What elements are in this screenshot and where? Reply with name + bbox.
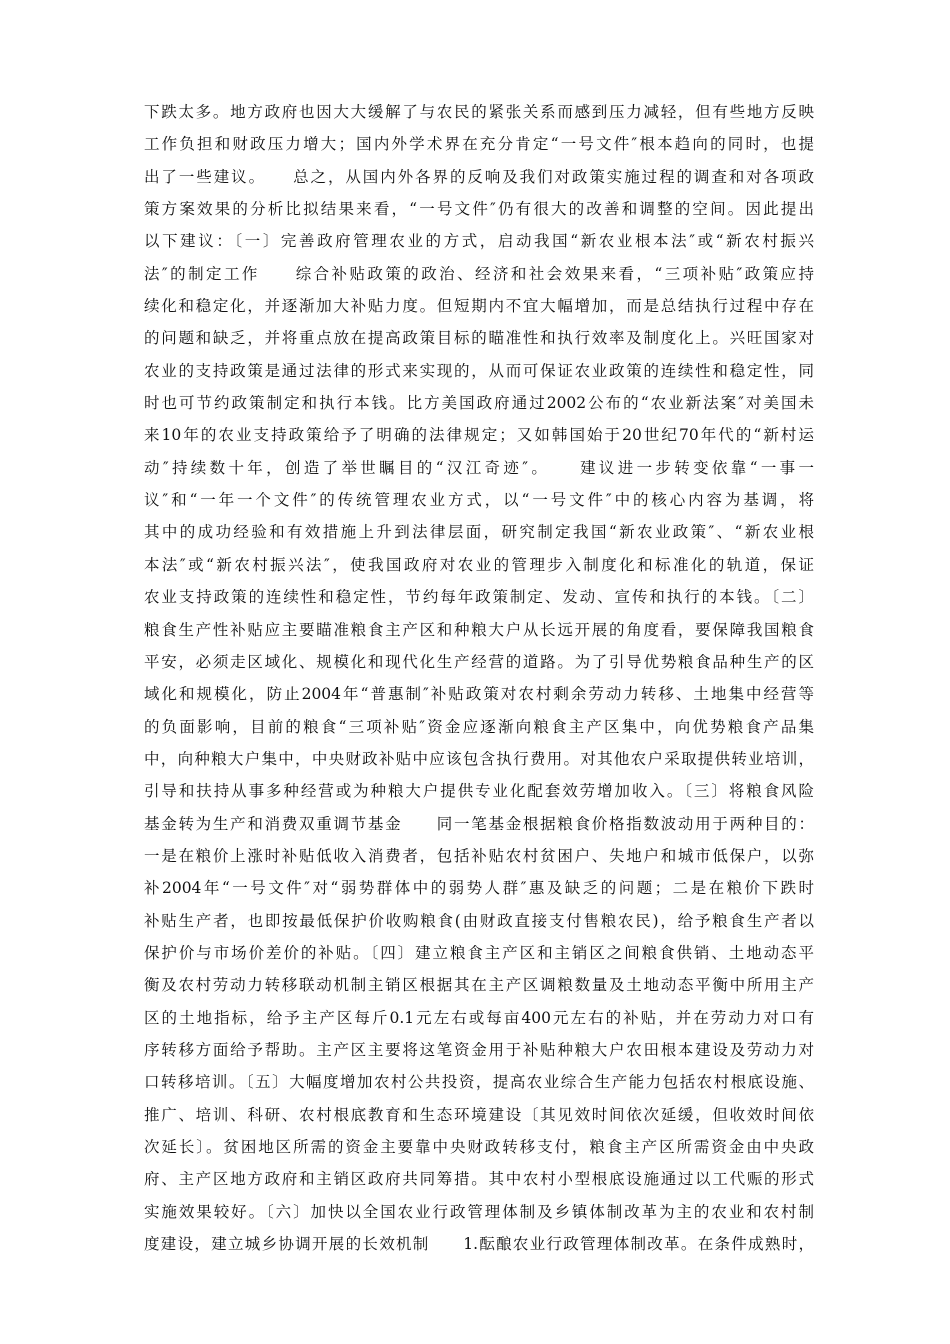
text-line: 法″的制定工作 综合补贴政策的政治、经济和社会效果来看，“三项补贴″政策应持: [144, 264, 814, 283]
text-line: 出了一些建议。 总之，从国内外各界的反响及我们对政策实施过程的调查和对各项政: [144, 167, 814, 186]
text-line: 次延长〕。贫困地区所需的资金主要靠中央财政转移支付，粮食主产区所需资金由中央政: [144, 1138, 814, 1156]
text-line: 补2004年“一号文件″对“弱势群体中的弱势人群″惠及缺乏的问题；二是在粮价下跌时: [144, 879, 814, 898]
text-line: 的负面影响，目前的粮食“三项补贴″资金应逐渐向粮食主产区集中，向优势粮食产品集: [144, 717, 814, 736]
text-line: 下跌太多。地方政府也因大大缓解了与农民的紧张关系而感到压力减轻，但有些地方反映: [144, 103, 814, 121]
text-line: 议″和“一年一个文件″的传统管理农业方式，以“一号文件″中的核心内容为基调，将: [144, 491, 814, 510]
text-line: 实施效果较好。〔六〕加快以全国农业行政管理体制及乡镇体制改革为主的农业和农村制: [144, 1202, 814, 1221]
text-line: 农业的支持政策是通过法律的形式来实现的，从而可保证农业政策的连续性和稳定性，同: [144, 361, 814, 380]
text-line: 时也可节约政策制定和执行本钱。比方美国政府通过2002公布的“农业新法案″对美国未: [144, 394, 814, 413]
text-line: 衡及农村劳动力转移联动机制主销区根据其在主产区调粮数量及土地动态平衡中所用主产: [144, 976, 814, 995]
text-line: 的问题和缺乏，并将重点放在提高政策目标的瞄准性和执行效率及制度化上。兴旺国家对: [144, 329, 814, 348]
text-line: 动″持续数十年，创造了举世瞩目的“汉江奇迹″。 建议进一步转变依靠“一事一: [144, 458, 814, 477]
text-line: 引导和扶持从事多种经营或为种粮大户提供专业化配套效劳增加收入。〔三〕将粮食风险: [144, 782, 814, 801]
text-line: 度建设，建立城乡协调开展的长效机制 1.酝酿农业行政管理体制改革。在条件成熟时，: [144, 1235, 814, 1254]
text-line: 域化和规模化，防止2004年“普惠制″补贴政策对农村剩余劳动力转移、土地集中经营等: [144, 685, 814, 704]
text-line: 一是在粮价上涨时补贴低收入消费者，包括补贴农村贫困户、失地户和城市低保户，以弥: [144, 846, 814, 865]
text-line: 基金转为生产和消费双重调节基金 同一笔基金根据粮食价格指数波动用于两种目的：: [144, 814, 814, 833]
text-line: 推广、培训、科研、农村根底教育和生态环境建设〔其见效时间依次延缓，但收效时间依: [144, 1105, 814, 1124]
text-line: 以下建议：〔一〕完善政府管理农业的方式，启动我国“新农业根本法″或“新农村振兴: [144, 232, 814, 251]
body-text: [144, 96, 814, 1260]
text-line: 中，向种粮大户集中，中央财政补贴中应该包含执行费用。对其他农户采取提供转业培训，: [144, 749, 814, 768]
text-line: 区的土地指标，给予主产区每斤0.1元左右或每亩400元左右的补贴，并在劳动力对口有: [144, 1008, 814, 1027]
text-line: 补贴生产者，也即按最低保护价收购粮食(由财政直接支付售粮农民)，给予粮食生产者以: [144, 911, 814, 930]
text-line: 续化和稳定化，并逐渐加大补贴力度。但短期内不宜大幅增加，而是总结执行过程中存在: [144, 297, 814, 316]
text-line: 农业支持政策的连续性和稳定性，节约每年政策制定、发动、宣传和执行的本钱。〔二〕: [144, 588, 814, 607]
text-line: 粮食生产性补贴应主要瞄准粮食主产区和种粮大户从长远开展的角度看，要保障我国粮食: [144, 620, 814, 639]
text-line: 工作负担和财政压力增大；国内外学术界在充分肯定“一号文件″根本趋向的同时，也提: [144, 135, 814, 154]
text-line: 口转移培训。〔五〕大幅度增加农村公共投资，提高农业综合生产能力包括农村根底设施、: [144, 1073, 814, 1092]
text-line: 其中的成功经验和有效措施上升到法律层面，研究制定我国“新农业政策″、“新农业根: [144, 523, 814, 542]
text-line: 保护价与市场价差价的补贴。〔四〕建立粮食主产区和主销区之间粮食供销、土地动态平: [144, 943, 814, 962]
text-line: 府、主产区地方政府和主销区政府共同筹措。其中农村小型根底设施通过以工代赈的形式: [144, 1170, 814, 1189]
text-line: 来10年的农业支持政策给予了明确的法律规定；又如韩国始于20世纪70年代的“新村运: [144, 426, 814, 445]
text-line: 本法″或“新农村振兴法″，使我国政府对农业的管理步入制度化和标准化的轨道，保证: [144, 555, 814, 574]
text-line: 序转移方面给予帮助。主产区主要将这笔资金用于补贴种粮大户农田根本建设及劳动力对: [144, 1040, 814, 1059]
text-line: 平安，必须走区域化、规模化和现代化生产经营的道路。为了引导优势粮食品种生产的区: [144, 652, 814, 671]
text-line: 策方案效果的分析比拟结果来看，“一号文件″仍有很大的改善和调整的空间。因此提出: [144, 200, 814, 219]
